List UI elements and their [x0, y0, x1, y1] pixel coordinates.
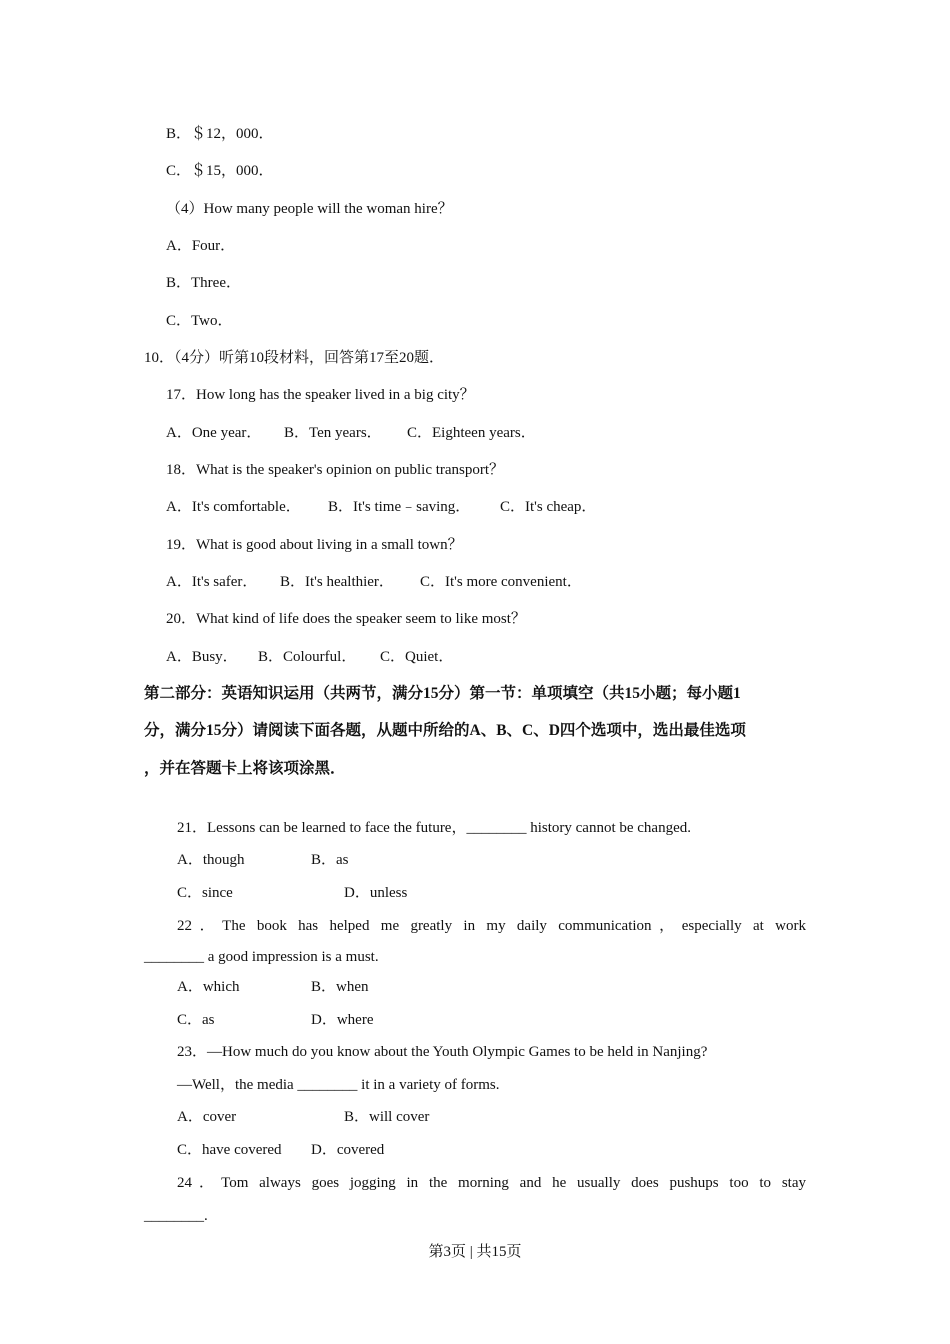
q23-options-row-1: [177, 1107, 429, 1127]
q17-option-a: A．One year．: [166, 425, 262, 441]
q22-option-d: D．where: [311, 1012, 374, 1028]
q4-stem: （4）How many people will the woman hire？: [166, 201, 453, 217]
q23-options-row-2: [177, 1140, 384, 1160]
q22-options-row-2: [177, 1010, 373, 1030]
q19-stem: 19．What is good about living in a small town？: [166, 537, 463, 553]
q18-option-a: A．It's comfortable．: [166, 499, 301, 515]
q18-option-b: B．It's time﹣saving．: [328, 499, 471, 515]
q23-option-b: B．will cover: [344, 1109, 430, 1125]
q22-options-row-1: [177, 977, 369, 997]
q18-stem: 18．What is the speaker's opinion on public transport？: [166, 462, 505, 478]
q23-option-a: A．cover: [177, 1109, 237, 1125]
q17-stem: 17．How long has the speaker lived in a big city？: [166, 387, 475, 403]
q21-options-row-2: [177, 883, 407, 903]
q23-stem-line-1: 23．—How much do you know about the Youth Olympic Games to be held in Nanjing?: [177, 1044, 708, 1060]
q22-stem-line-1: 22．The book has helped me greatly in my daily communication，especially at work: [177, 918, 806, 934]
q10-header: 10．（4分）听第10段材料，回答第17至20题．: [144, 350, 445, 366]
q4-option-b: B．Three．: [166, 275, 241, 291]
q19-option-c: C．It's more convenient．: [420, 574, 582, 590]
q21-options-row-1: [177, 850, 349, 870]
q20-stem: 20．What kind of life does the speaker seem to like most？: [166, 611, 526, 627]
q17-options: [166, 423, 536, 443]
q19-option-a: A．It's safer．: [166, 574, 258, 590]
q20-options: [166, 647, 453, 667]
q4-option-a: A．Four．: [166, 238, 236, 254]
q20-option-b: B．Colourful．: [258, 649, 357, 665]
q17-option-b: B．Ten years．: [284, 425, 382, 441]
q18-options: [166, 497, 596, 517]
q17-option-c: C．Eighteen years．: [407, 425, 536, 441]
q21-option-b: B．as: [311, 852, 349, 868]
q23-option-c: C．have covered: [177, 1142, 282, 1158]
q21-stem: 21．Lessons can be learned to face the future，________ history cannot be changed.: [177, 820, 691, 836]
q22-option-a: A．which: [177, 979, 240, 995]
part2-header-line-3: ，并在答题卡上将该项涂黑．: [144, 760, 346, 777]
q20-option-a: A．Busy．: [166, 649, 238, 665]
q22-stem-line-2: ________ a good impression is a must.: [144, 949, 379, 965]
q24-stem-line-1: 24．Tom always goes jogging in the morning and he usually does pushups too to stay: [177, 1175, 806, 1191]
q16-option-c: C．＄15，000．: [166, 163, 274, 179]
q18-option-c: C．It's cheap．: [500, 499, 597, 515]
q19-options: [166, 572, 582, 592]
q22-option-c: C．as: [177, 1012, 215, 1028]
q16-option-b: B．＄12，000．: [166, 126, 274, 142]
q20-option-c: C．Quiet．: [380, 649, 454, 665]
q21-option-d: D．unless: [344, 885, 408, 901]
q21-option-a: A．though: [177, 852, 245, 868]
part2-header-line-2: 分，满分15分）请阅读下面各题，从题中所给的A、B、C、D四个选项中，选出最佳选项: [144, 722, 746, 739]
q4-option-c: C．Two．: [166, 313, 233, 329]
q22-option-b: B．when: [311, 979, 369, 995]
q23-stem-line-2: —Well，the media ________ it in a variety of forms.: [177, 1077, 500, 1093]
q21-option-c: C．since: [177, 885, 233, 901]
page-footer: 第3页 | 共15页: [428, 1244, 522, 1260]
q24-stem-line-2: ________.: [144, 1208, 208, 1224]
q19-option-b: B．It's healthier．: [280, 574, 394, 590]
part2-header-line-1: 第二部分：英语知识运用（共两节，满分15分）第一节：单项填空（共15小题；每小题1: [144, 685, 741, 702]
q23-option-d: D．covered: [311, 1142, 385, 1158]
